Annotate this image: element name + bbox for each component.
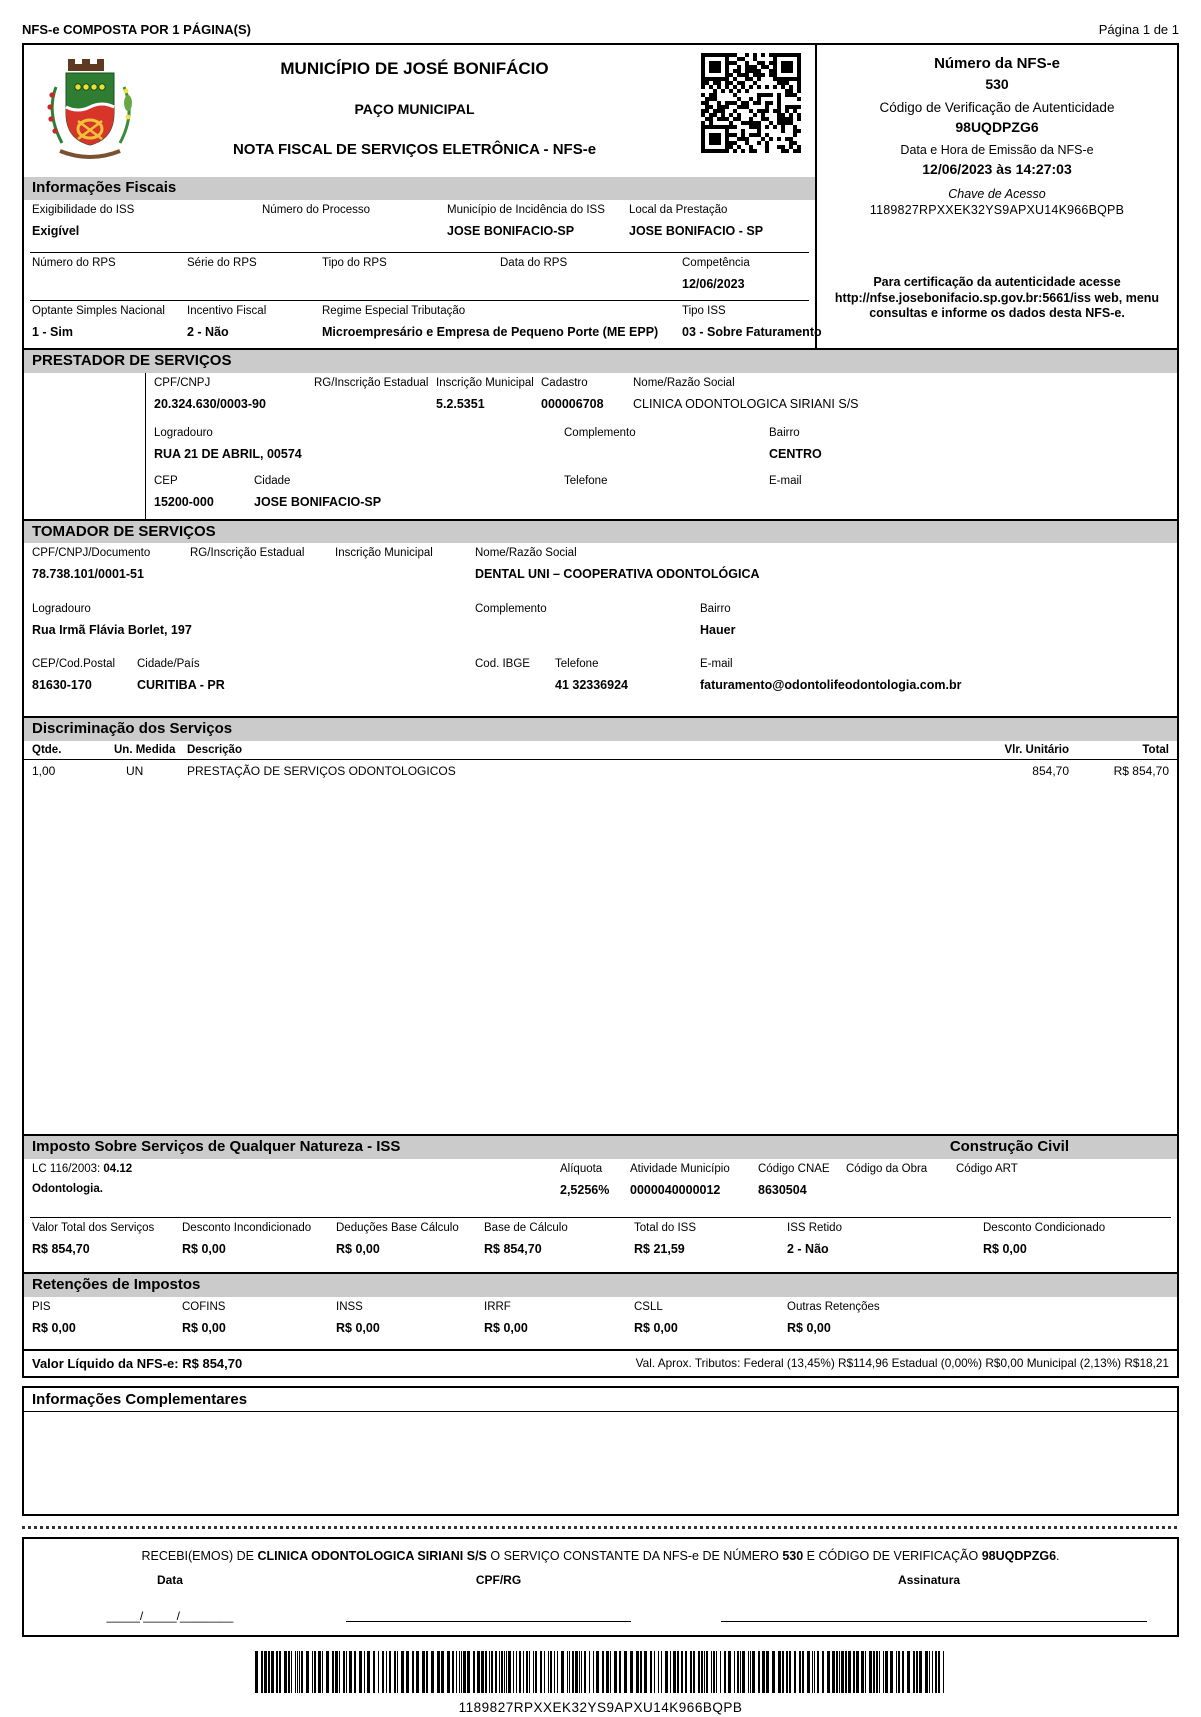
- field-complemento: [564, 427, 769, 469]
- field-label: Competência: [682, 256, 750, 269]
- receipt-statement: [34, 1549, 1167, 1563]
- receipt-assinatura-column: [691, 1573, 1167, 1623]
- field-value: [475, 623, 700, 638]
- field-iss-retido: [787, 1222, 927, 1270]
- field-label: Código da Obra: [846, 1162, 928, 1175]
- field-label: ISS Retido: [787, 1221, 842, 1234]
- tomador-row-1: [24, 543, 1177, 599]
- field-value: Exigível: [32, 223, 80, 238]
- field-deducoes-base-calculo: [336, 1222, 484, 1270]
- receipt-signature-columns: [34, 1573, 1167, 1623]
- field-tipo-iss: [682, 304, 822, 346]
- fiscal-row-2: [24, 253, 815, 300]
- retencoes-row: [24, 1297, 1177, 1349]
- prestador-logo-area: [24, 373, 146, 519]
- valor-liquido: Valor Líquido da NFS-e: R$ 854,70: [32, 1355, 243, 1371]
- field-value: CENTRO: [769, 446, 822, 461]
- field-total-iss: [634, 1222, 787, 1270]
- field-label: Tipo do RPS: [322, 256, 387, 269]
- assinatura-signature-line: [721, 1621, 1147, 1622]
- field-label: CPF/CNPJ: [154, 376, 211, 389]
- field-value: [956, 1183, 1169, 1198]
- field-value: R$ 0,00: [787, 1320, 831, 1335]
- field-value: 0000040000012: [630, 1182, 721, 1197]
- field-bairro: [769, 427, 1169, 469]
- field-label: Cod. IBGE: [475, 658, 530, 671]
- page-number-label: Página 1 de 1: [1098, 22, 1179, 37]
- field-value: Microempresário e Empresa de Pequeno Porte (ME EPP): [322, 324, 659, 339]
- field-value: faturamento@odontolifeodontologia.com.br: [700, 678, 962, 693]
- field-lc-atividade: [32, 1163, 560, 1215]
- field-label: Inscrição Municipal: [436, 376, 534, 389]
- lc-line: [32, 1163, 560, 1175]
- field-value: 15200-000: [154, 494, 214, 509]
- lc-code: 04.12: [103, 1162, 133, 1175]
- field-regime-especial: [322, 305, 682, 346]
- receipt-cpf-column: [306, 1573, 691, 1623]
- field-inscricao-municipal: [436, 377, 541, 421]
- receipt-date-column: [34, 1573, 306, 1623]
- field-codigo-art: [956, 1163, 1169, 1215]
- field-value: R$ 0,00: [32, 1320, 76, 1335]
- field-value: [564, 495, 769, 510]
- cell-vlr-unitario: 854,70: [1032, 764, 1069, 778]
- nfse-number-label: Número da NFS-e: [934, 55, 1060, 72]
- field-label: Bairro: [769, 426, 800, 439]
- field-label: Nome/Razão Social: [633, 376, 735, 389]
- field-value: JOSE BONIFACIO - SP: [629, 223, 764, 238]
- field-value: CLINICA ODONTOLOGICA SIRIANI S/S: [633, 396, 859, 411]
- tomador-row-2: [24, 599, 1177, 654]
- field-label: Atividade Município: [630, 1162, 730, 1175]
- field-label: Optante Simples Nacional: [32, 304, 165, 317]
- field-value: JOSE BONIFACIO-SP: [447, 223, 575, 238]
- field-desconto-condicionado: [927, 1222, 1169, 1270]
- barcode: [255, 1651, 947, 1693]
- field-value: [500, 277, 682, 292]
- field-cep-cod-postal: [32, 658, 137, 714]
- field-value: 1 - Sim: [32, 324, 73, 339]
- field-label: Município de Incidência do ISS: [447, 203, 605, 216]
- construcao-civil-title: Construção Civil: [949, 1138, 1069, 1155]
- field-value: [314, 397, 436, 412]
- field-label: Número do RPS: [32, 256, 116, 269]
- emission-datetime-value: 12/06/2023 às 14:27:03: [922, 161, 1072, 177]
- field-optante-simples: [32, 305, 187, 346]
- field-label: Total do ISS: [634, 1221, 697, 1234]
- field-label: Incentivo Fiscal: [187, 304, 267, 317]
- field-value: 2 - Não: [787, 1241, 829, 1256]
- field-complemento: [475, 603, 700, 652]
- field-atividade-municipio: [630, 1163, 758, 1215]
- field-label: Inscrição Municipal: [335, 547, 433, 560]
- col-vlr-unitario: Vlr. Unitário: [1004, 744, 1069, 756]
- nfse-identification-panel: [815, 45, 1177, 348]
- field-label: INSS: [336, 1300, 363, 1313]
- prestador-fields: [146, 373, 1177, 519]
- barcode-area: [0, 1651, 1201, 1715]
- field-rg-ie: [314, 377, 436, 421]
- field-codigo-cnae: [758, 1163, 846, 1215]
- field-razao-social: [475, 547, 1169, 597]
- field-value: R$ 854,70: [32, 1241, 90, 1256]
- field-value: R$ 0,00: [336, 1241, 380, 1256]
- servicos-table-header: [24, 741, 1177, 760]
- field-razao-social: [633, 377, 1169, 421]
- field-numero-processo: [262, 204, 447, 250]
- field-label: Outras Retenções: [787, 1300, 880, 1313]
- field-value: [769, 495, 1169, 510]
- field-value: CURITIBA - PR: [137, 678, 225, 693]
- prestador-body: [24, 373, 1177, 519]
- lc-label: LC 116/2003:: [32, 1162, 101, 1175]
- field-data-rps: [500, 257, 682, 298]
- field-label: Desconto Condicionado: [983, 1221, 1106, 1234]
- field-inss: [336, 1301, 484, 1347]
- header-titles: [144, 59, 685, 158]
- field-label: RG/Inscrição Estadual: [314, 376, 429, 389]
- servicos-title: Discriminação dos Serviços: [24, 718, 1177, 741]
- field-value: [187, 277, 322, 292]
- field-base-calculo: [484, 1222, 634, 1270]
- field-label: E-mail: [700, 658, 733, 671]
- field-numero-rps: [32, 257, 187, 298]
- page-header-strip: [0, 0, 1201, 43]
- barcode-text: 1189827RPXXEK32YS9APXU14K966BQPB: [458, 1699, 743, 1715]
- field-label: Código CNAE: [758, 1162, 830, 1175]
- col-un-medida: Un. Medida: [114, 744, 176, 756]
- field-label: IRRF: [484, 1300, 511, 1313]
- assinatura-label: Assinatura: [898, 1572, 961, 1587]
- valor-liquido-row: [24, 1349, 1177, 1376]
- date-label: Data: [156, 1572, 183, 1587]
- lc-descricao: Odontologia.: [32, 1182, 103, 1195]
- field-value: RUA 21 DE ABRIL, 00574: [154, 446, 302, 461]
- field-value: 20.324.630/0003-90: [154, 396, 266, 411]
- field-label: Número do Processo: [262, 203, 371, 216]
- cell-descricao: PRESTAÇÃO DE SERVIÇOS ODONTOLOGICOS: [187, 764, 456, 778]
- field-value: [564, 447, 769, 462]
- field-email: [769, 475, 1169, 517]
- field-label: Cadastro: [541, 376, 588, 389]
- field-value: Hauer: [700, 623, 736, 638]
- field-label: RG/Inscrição Estadual: [190, 547, 305, 560]
- field-telefone: [555, 658, 700, 714]
- field-value: R$ 0,00: [983, 1241, 1027, 1256]
- tomador-row-3: [24, 654, 1177, 716]
- field-cadastro: [541, 377, 633, 421]
- section-prestador: [24, 348, 1177, 519]
- field-value: [190, 567, 335, 582]
- field-value: 41 32336924: [555, 678, 628, 693]
- tributos-aproximados: Val. Aprox. Tributos: Federal (13,45%) R$114,96 Estadual (0,00%) R$0,00 Municipal (2,13%) R$18,21: [635, 1356, 1169, 1370]
- prestador-row-3: [146, 471, 1177, 519]
- field-cpf-cnpj-documento: [32, 547, 190, 597]
- field-email: [700, 658, 1169, 714]
- field-tipo-rps: [322, 257, 500, 298]
- receipt-number: 530: [782, 1548, 804, 1563]
- field-label: Desconto Incondicionado: [182, 1221, 312, 1234]
- top-left-region: [24, 45, 822, 348]
- access-key-label: Chave de Acesso: [948, 187, 1046, 201]
- verification-code-label: Código de Verificação de Autenticidade: [879, 100, 1115, 115]
- field-label: Data do RPS: [500, 256, 568, 269]
- receipt-code: 98UQDPZG6: [981, 1548, 1057, 1563]
- field-municipio-incidencia: [447, 204, 629, 250]
- field-label: Bairro: [700, 603, 731, 616]
- field-label: Tipo ISS: [682, 304, 726, 317]
- field-serie-rps: [187, 257, 322, 298]
- field-label: Nome/Razão Social: [475, 547, 577, 560]
- prestador-row-1: [146, 373, 1177, 423]
- receipt-text: RECEBI(EMOS) DE: [141, 1548, 258, 1563]
- nfse-number-value: 530: [985, 76, 1009, 92]
- tomador-title: TOMADOR DE SERVIÇOS: [24, 521, 1177, 544]
- receipt-company: CLINICA ODONTOLOGICA SIRIANI S/S: [257, 1548, 487, 1563]
- field-inscricao-municipal: [335, 547, 475, 597]
- field-label: CEP/Cod.Postal: [32, 658, 116, 671]
- field-logradouro: [154, 427, 564, 469]
- receipt-text: O SERVIÇO CONSTANTE DA NFS-e DE NÚMERO: [486, 1548, 783, 1563]
- field-label: Cidade/País: [137, 658, 200, 671]
- section-tomador: [24, 519, 1177, 717]
- authenticity-instructions: Para certificação da autenticidade acesse http://nfse.josebonifacio.sp.gov.br:5661/iss web, menu consultas e informe os dados desta NFS-e.: [834, 275, 1160, 321]
- receipt-text: E CÓDIGO DE VERIFICAÇÃO: [803, 1548, 982, 1563]
- field-label: Base de Cálculo: [484, 1221, 568, 1234]
- field-value: Rua Irmã Flávia Borlet, 197: [32, 623, 192, 638]
- field-value: R$ 0,00: [182, 1320, 226, 1335]
- document-header: [24, 45, 815, 177]
- field-value: R$ 0,00: [336, 1320, 380, 1335]
- iss-row-2: [24, 1218, 1177, 1272]
- field-exigibilidade-iss: [32, 204, 262, 250]
- field-cep: [154, 475, 254, 517]
- col-qtde: Qtde.: [32, 744, 62, 756]
- cpf-rg-label: CPF/RG: [475, 1572, 522, 1587]
- cell-total: R$ 854,70: [1113, 764, 1169, 778]
- servicos-empty-space: [24, 782, 1177, 1134]
- field-aliquota: [560, 1163, 630, 1215]
- prestador-row-2: [146, 423, 1177, 471]
- iss-title: Imposto Sobre Serviços de Qualquer Natureza - ISS: [32, 1138, 401, 1155]
- verification-code-value: 98UQDPZG6: [955, 119, 1039, 135]
- complementares-title: Informações Complementares: [24, 1388, 1177, 1412]
- complementares-empty-area: [24, 1412, 1177, 1514]
- field-outras-retencoes: [787, 1301, 1169, 1347]
- field-cofins: [182, 1301, 336, 1347]
- field-value: [322, 277, 500, 292]
- field-label: Complemento: [564, 426, 636, 439]
- field-value: 78.738.101/0001-51: [32, 567, 144, 582]
- top-region: [24, 45, 1177, 348]
- fiscal-row-1: [24, 200, 815, 252]
- section-servicos: [24, 716, 1177, 1134]
- field-label: Exigibilidade do ISS: [32, 203, 135, 216]
- field-label: Valor Total dos Serviços: [32, 1221, 155, 1234]
- field-bairro: [700, 603, 1169, 652]
- field-value: [475, 678, 555, 693]
- servicos-table-row: [24, 760, 1177, 782]
- field-label: CEP: [154, 474, 178, 487]
- iss-header-bar: [24, 1136, 1177, 1159]
- col-descricao: Descrição: [187, 744, 242, 756]
- field-label: COFINS: [182, 1300, 226, 1313]
- field-value: R$ 0,00: [634, 1320, 678, 1335]
- field-value: 000006708: [541, 396, 604, 411]
- field-label: CSLL: [634, 1300, 663, 1313]
- section-informacoes-complementares: [22, 1386, 1179, 1516]
- field-cpf-cnpj: [154, 377, 314, 421]
- field-cidade: [254, 475, 564, 517]
- document-title: NOTA FISCAL DE SERVIÇOS ELETRÔNICA - NFS-e: [232, 141, 597, 158]
- field-cidade-pais: [137, 658, 475, 714]
- field-label: Alíquota: [560, 1162, 603, 1175]
- field-label: Telefone: [555, 658, 599, 671]
- field-local-prestacao: [629, 204, 807, 250]
- field-irrf: [484, 1301, 634, 1347]
- field-value: 12/06/2023: [682, 276, 745, 291]
- field-label: PIS: [32, 1300, 51, 1313]
- field-label: Deduções Base Cálculo: [336, 1221, 459, 1234]
- field-label: Telefone: [564, 474, 608, 487]
- field-label: Logradouro: [32, 603, 91, 616]
- field-rg-ie: [190, 547, 335, 597]
- field-value: 8630504: [758, 1182, 807, 1197]
- col-total: Total: [1142, 744, 1169, 756]
- municipality-title: MUNICÍPIO DE JOSÉ BONIFÁCIO: [280, 59, 549, 78]
- field-label: Regime Especial Tributação: [322, 304, 466, 317]
- field-value: 81630-170: [32, 678, 92, 693]
- field-label: Série do RPS: [187, 256, 257, 269]
- date-fill-line: _____/_____/________: [106, 1608, 234, 1623]
- pages-count-label: NFS-e COMPOSTA POR 1 PÁGINA(S): [22, 22, 251, 37]
- field-cod-ibge: [475, 658, 555, 714]
- field-label: Cidade: [254, 474, 291, 487]
- field-value: 2,5256%: [560, 1182, 610, 1197]
- field-value: R$ 0,00: [182, 1241, 226, 1256]
- field-label: Complemento: [475, 603, 547, 616]
- perforation-line: [22, 1526, 1179, 1529]
- field-incentivo-fiscal: [187, 305, 322, 346]
- field-logradouro: [32, 603, 475, 652]
- prestador-title: PRESTADOR DE SERVIÇOS: [24, 350, 1177, 373]
- field-label: Código ART: [956, 1162, 1018, 1175]
- field-telefone: [564, 475, 769, 517]
- receipt-box: [22, 1537, 1179, 1637]
- section-iss: [24, 1134, 1177, 1272]
- municipality-coat-of-arms: [40, 51, 140, 165]
- field-value: 5.2.5351: [436, 396, 485, 411]
- section-retencoes: [24, 1272, 1177, 1349]
- field-value: 03 - Sobre Faturamento: [682, 324, 822, 339]
- city-hall-title: PAÇO MUNICIPAL: [354, 101, 475, 117]
- field-desconto-incondicionado: [182, 1222, 336, 1270]
- field-value: R$ 21,59: [634, 1241, 685, 1256]
- field-value: [335, 567, 475, 582]
- iss-row-1: [24, 1159, 1177, 1217]
- field-competencia: [682, 257, 807, 298]
- field-csll: [634, 1301, 787, 1347]
- field-valor-total-servicos: [32, 1222, 182, 1270]
- field-value: [262, 224, 447, 239]
- field-label: Logradouro: [154, 426, 213, 439]
- retencoes-title: Retenções de Impostos: [24, 1274, 1177, 1297]
- field-label: E-mail: [769, 474, 802, 487]
- field-value: R$ 0,00: [484, 1320, 528, 1335]
- fiscal-row-3: [24, 301, 822, 348]
- qr-code: [701, 53, 801, 153]
- field-value: 2 - Não: [187, 324, 229, 339]
- field-value: R$ 854,70: [484, 1241, 542, 1256]
- emission-datetime-label: Data e Hora de Emissão da NFS-e: [900, 143, 1094, 157]
- field-pis: [32, 1301, 182, 1347]
- field-value: DENTAL UNI – COOPERATIVA ODONTOLÓGICA: [475, 567, 760, 582]
- cpf-signature-line: [346, 1621, 631, 1622]
- field-label: CPF/CNPJ/Documento: [32, 547, 151, 560]
- cell-qtde: 1,00: [32, 764, 56, 778]
- receipt-text: .: [1056, 1548, 1060, 1563]
- cell-un-medida: UN: [126, 764, 144, 778]
- field-label: Local da Prestação: [629, 203, 728, 216]
- field-value: [32, 277, 187, 292]
- section-informacoes-fiscais: Informações Fiscais: [24, 177, 815, 200]
- field-codigo-obra: [846, 1163, 956, 1215]
- field-value: JOSE BONIFACIO-SP: [254, 494, 382, 509]
- invoice-main-box: [22, 43, 1179, 1378]
- access-key-value: 1189827RPXXEK32YS9APXU14K966BQPB: [869, 203, 1125, 217]
- field-value: [846, 1183, 956, 1198]
